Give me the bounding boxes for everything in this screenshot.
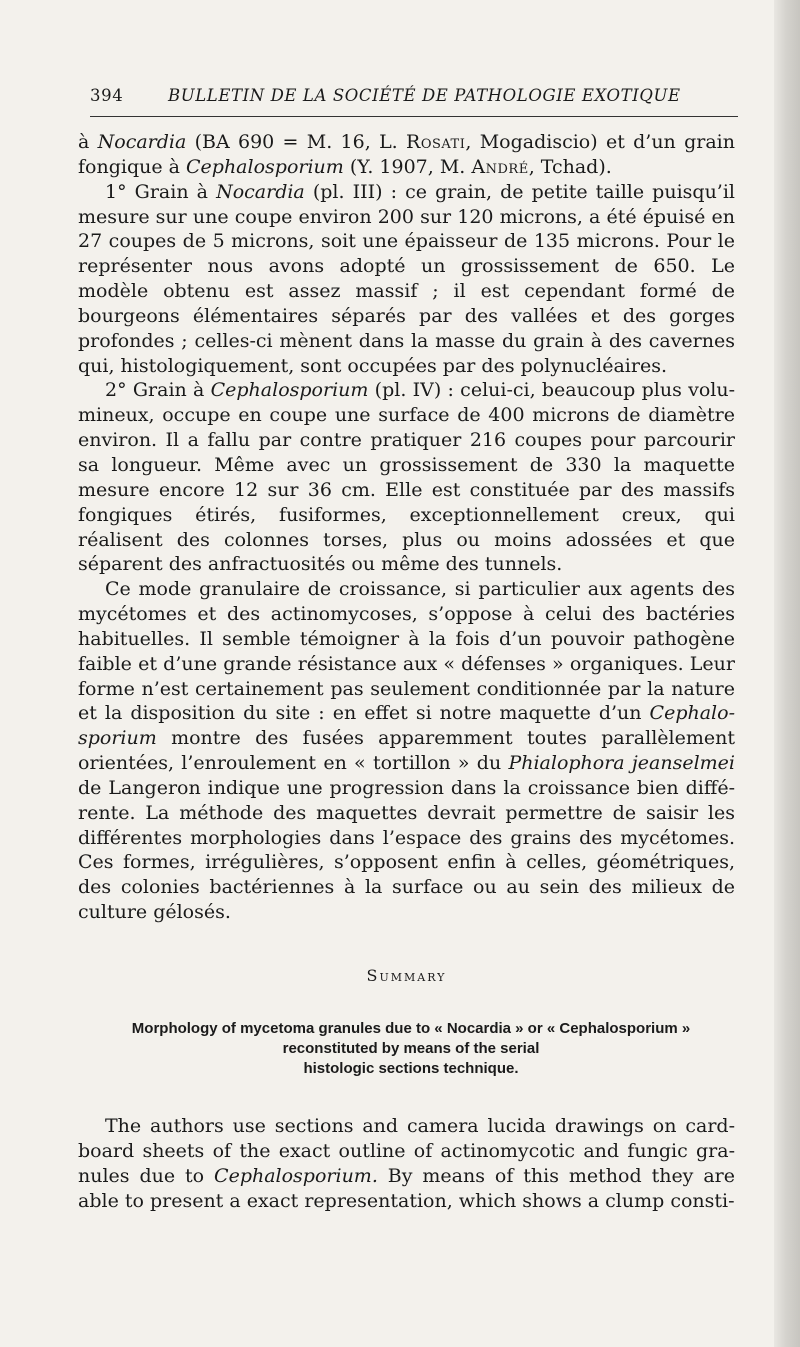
summary-title <box>96 1019 726 1079</box>
summary-title-line: histologic sections technique. <box>303 1060 519 1077</box>
summary-heading: Summary <box>366 966 447 985</box>
paragraph-nocardia-grain: 1° Grain à Nocardia (pl. III) : ce grain, de petite taille puisqu’il mesure sur une coupe environ 200 sur 120 microns, a été épuisé en 27 coupes de 5 microns, soit une épaisseur de 135 microns. Pour le représenter nous avons adopté un grossissement de 650. Le modèle obtenu est assez massif ; il est cependant formé de bourgeons élémentaires séparés par des vallées et des gorges profondes ; celles-ci mènent dans la masse du grain à des cavernes qui, histologiquement, sont occupées par des polynucléaires. <box>78 180 736 377</box>
header-rule <box>90 116 738 117</box>
summary-title-line: reconstituted by means of the serial <box>282 1040 540 1057</box>
paragraph-specimens: à Nocardia (BA 690 = M. 16, L. Rosati, Mogadiscio) et d’un grain fongique à Cephalosporium (Y. 1907, M. André, Tchad). <box>78 131 735 178</box>
paragraph-cephalosporium-grain: 2° Grain à Cephalosporium (pl. IV) : celui-ci, beaucoup plus volumineux, occupe en coupe une surface de 400 microns de diamètre environ. Il a fallu par contre pratiquer 216 coupes pour parcourir sa longueur. Même avec un grossissement de 330 la maquette mesure encore 12 sur 36 cm. Elle est constituée par des massifs fongiques étirés, fusiformes, exceptionnellement creux, qui réalisent des colonnes torses, plus ou moins adossées et que séparent des anfractuosités ou même des tunnels. <box>78 379 736 576</box>
journal-title: BULLETIN DE LA SOCIÉTÉ DE PATHOLOGIE EXOTIQUE <box>168 86 681 105</box>
page-edge-shadow <box>774 0 800 1347</box>
summary-paragraph: The authors use sections and camera lucida drawings on cardboard sheets of the exact outline of actinomycotic and fungic granules due to Cephalosporium. By means of this method they are able to present a exact representation, which shows a clump consti- <box>78 1115 735 1212</box>
page-number: 394 <box>90 86 124 105</box>
summary-body <box>78 1114 735 1213</box>
paragraph-growth-mode: Ce mode granulaire de croissance, si particulier aux agents des mycétomes et des actinomycoses, s’oppose à celui des bactéries habituelles. Il semble témoigner à la fois d’un pouvoir pathogène faible et d’une grande résistance aux « défenses » organiques. Leur forme n’est certainement pas seulement conditionnée par la nature et la disposition du site : en effet si notre maquette d’un Cephalosporium montre des fusées apparemment toutes parallèlement orientées, l’enroulement en « tortillon » du Phialophora jeanselmei de Langeron indique une progression dans la croissance bien différente. La méthode des maquettes devrait permettre de saisir les différentes morphologies dans l’espace des grains des mycétomes. Ces formes, irrégulières, s’opposent enfin à celles, géométriques, des colonies bactériennes à la surface ou au sein des milieux de culture gélosés. <box>78 578 735 924</box>
main-text <box>78 130 735 925</box>
summary-title-line: Morphology of mycetoma granules due to « Nocardia » or « Cephalosporium » <box>131 1020 691 1037</box>
